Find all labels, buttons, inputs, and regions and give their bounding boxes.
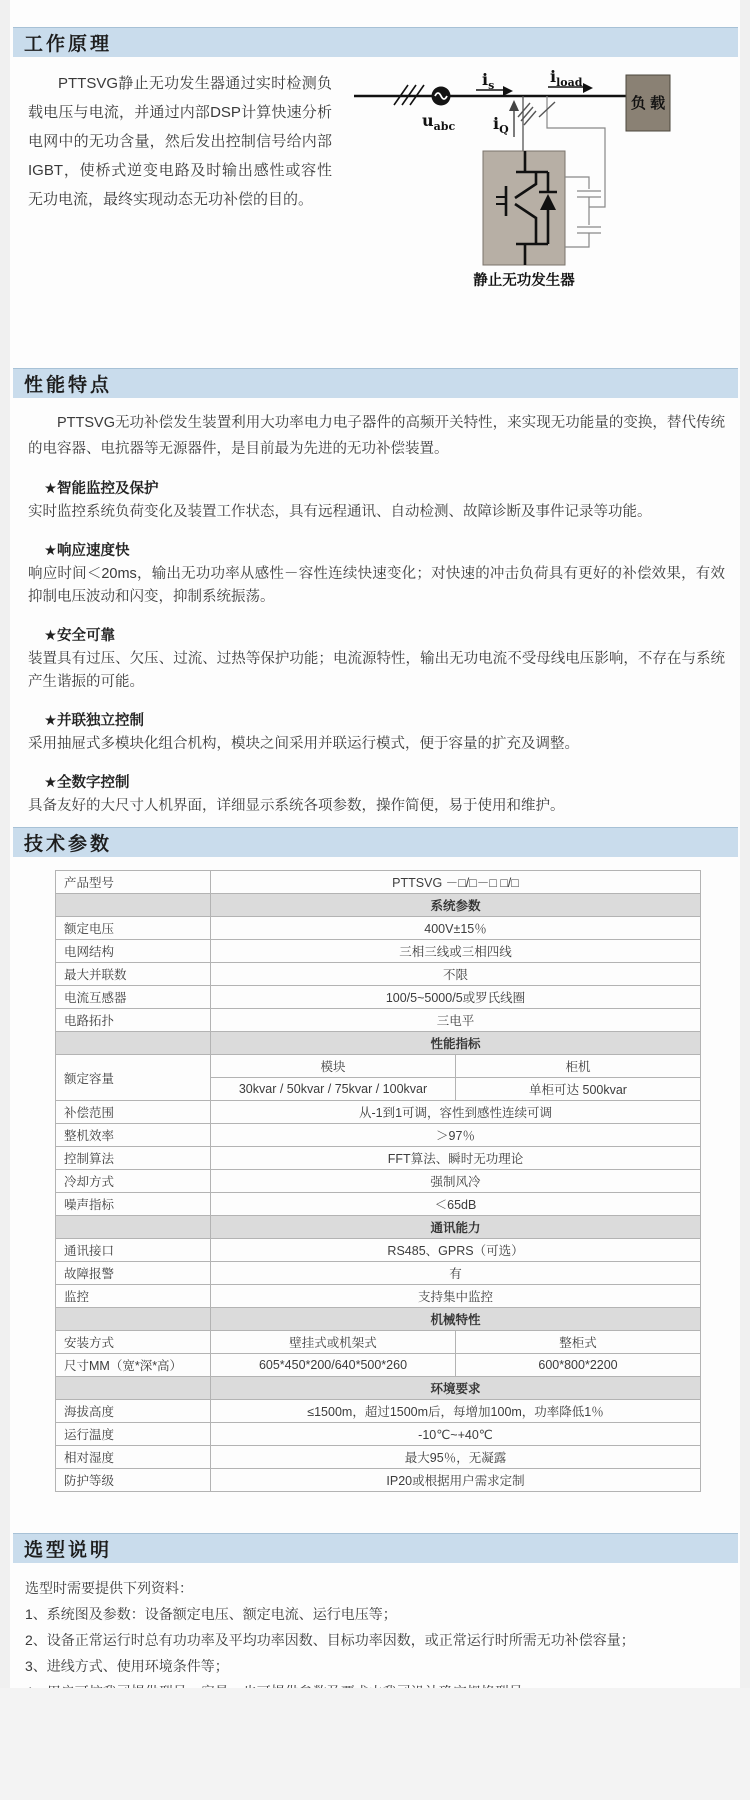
spec-value: 400V±15％	[211, 917, 701, 940]
table-cell	[56, 1308, 211, 1331]
feature-title: ★全数字控制	[44, 775, 130, 791]
spec-label: 噪声指标	[56, 1193, 211, 1216]
spec-value: RS485、GPRS（可选）	[211, 1239, 701, 1262]
spec-value: 支持集中监控	[211, 1285, 701, 1308]
table-band-row	[56, 1308, 701, 1331]
spec-value: 有	[211, 1262, 701, 1285]
spec-label: 额定容量	[56, 1055, 211, 1101]
load-box	[626, 75, 670, 131]
table-row	[56, 1101, 701, 1124]
table-row	[56, 1124, 701, 1147]
feature-title: ★响应速度快	[44, 543, 130, 559]
spec-value: 三电平	[211, 1009, 701, 1032]
spec-value: ＜65dB	[211, 1193, 701, 1216]
feature-item	[28, 625, 725, 694]
feature-item	[28, 772, 725, 818]
table-band-label: 机械特性	[211, 1308, 701, 1331]
spec-value-cabinet: 单柜可达 500kvar	[456, 1078, 701, 1101]
section-header-selection	[13, 1533, 738, 1563]
svg-text:负 载: 负 载	[630, 95, 666, 112]
spec-value: IP20或根据用户需求定制	[211, 1469, 701, 1492]
spec-label: 海拔高度	[56, 1400, 211, 1423]
spec-label: 补偿范围	[56, 1101, 211, 1124]
selection-item: 1、系统图及参数：设备额定电压、额定电流、运行电压等；	[25, 1606, 397, 1622]
section-header-specs	[13, 827, 738, 857]
selection-item: 3、进线方式、使用环境条件等；	[25, 1658, 229, 1674]
spec-label: 相对湿度	[56, 1446, 211, 1469]
feature-item	[28, 710, 725, 756]
svg-current-arrow-icon	[509, 100, 519, 137]
spec-value: 从-1到1可调，容性到感性连续可调	[211, 1101, 701, 1124]
table-band-row	[56, 1377, 701, 1400]
section-title: 工作原理	[24, 34, 113, 55]
features-section-body	[28, 410, 725, 827]
spec-label: 安装方式	[56, 1331, 211, 1354]
table-cell	[56, 1377, 211, 1400]
table-row	[56, 1170, 701, 1193]
section-title: 选型说明	[24, 1540, 113, 1561]
spec-label: 控制算法	[56, 1147, 211, 1170]
spec-subheader-module: 模块	[211, 1055, 456, 1078]
svg-current-label: $i_Q$	[493, 114, 509, 136]
spec-value: FFT算法、瞬时无功理论	[211, 1147, 701, 1170]
diagram-caption: 静止无功发生器	[473, 273, 575, 289]
section-title: 性能特点	[24, 375, 113, 396]
table-cell	[56, 1032, 211, 1055]
table-row	[56, 1193, 701, 1216]
section-header-principle	[13, 27, 738, 57]
table-row	[56, 1262, 701, 1285]
table-band-row	[56, 1032, 701, 1055]
table-row	[56, 1469, 701, 1492]
spec-value: 100/5~5000/5或罗氏线圈	[211, 986, 701, 1009]
feature-item	[28, 540, 725, 609]
spec-value-module: 壁挂式或机架式	[211, 1331, 456, 1354]
feature-title: ★安全可靠	[44, 628, 115, 644]
table-row	[56, 1055, 701, 1078]
table-band-label: 环境要求	[211, 1377, 701, 1400]
feature-description: 响应时间＜20ms，输出无功功率从感性－容性连续快速变化；对快速的冲击负荷具有更好的补偿效果，有效抑制电压波动和闪变，抑制系统振荡。	[28, 566, 725, 605]
capacitor-bank-icon	[565, 177, 601, 247]
spec-label: 最大并联数	[56, 963, 211, 986]
source-voltage-label: $u_{abc}$	[422, 111, 456, 133]
spec-label: 尺寸MM（宽*深*高）	[56, 1354, 211, 1377]
selection-section-body	[25, 1575, 750, 1705]
igbt-module-box	[483, 151, 565, 265]
selection-intro: 选型时需要提供下列资料：	[25, 1580, 193, 1596]
table-row	[56, 1147, 701, 1170]
feature-title: ★智能监控及保护	[44, 481, 159, 497]
table-row	[56, 1423, 701, 1446]
circuit-diagram-svg	[336, 57, 742, 302]
table-row	[56, 1285, 701, 1308]
source-current-label: $i_s$	[482, 70, 495, 92]
ac-source-icon	[432, 87, 451, 106]
spec-label: 监控	[56, 1285, 211, 1308]
spec-label: 防护等级	[56, 1469, 211, 1492]
table-cell	[56, 1216, 211, 1239]
spec-value: -10℃~+40℃	[211, 1423, 701, 1446]
feature-list	[28, 478, 725, 818]
table-row	[56, 1354, 701, 1377]
principle-section-body	[0, 57, 750, 368]
spec-value: ＞97％	[211, 1124, 701, 1147]
table-band-row	[56, 1216, 701, 1239]
spec-label: 额定电压	[56, 917, 211, 940]
spec-label: 通讯接口	[56, 1239, 211, 1262]
spec-value: 不限	[211, 963, 701, 986]
table-row	[56, 917, 701, 940]
feature-description: 采用抽屉式多模块化组合机构，模块之间采用并联运行模式，便于容量的扩充及调整。	[28, 736, 579, 752]
spec-value-cabinet: 整柜式	[456, 1331, 701, 1354]
spec-value-module: 30kvar / 50kvar / 75kvar / 100kvar	[211, 1078, 456, 1101]
spec-value-cabinet: 600*800*2200	[456, 1354, 701, 1377]
spec-value: 最大95％，无凝露	[211, 1446, 701, 1469]
feature-item	[28, 478, 725, 524]
table-row	[56, 940, 701, 963]
table-row	[56, 871, 701, 894]
table-row	[56, 1331, 701, 1354]
feature-description: 具备友好的大尺寸人机界面，详细显示系统各项参数，操作简便，易于使用和维护。	[28, 798, 565, 814]
spec-label: 电网结构	[56, 940, 211, 963]
spec-value: ≤1500m，超过1500m后，每增加100m，功率降低1％	[211, 1400, 701, 1423]
load-current-label: $i_{load}$	[550, 67, 583, 89]
table-row	[56, 1400, 701, 1423]
page-bottom-margin	[0, 1688, 750, 1800]
table-band-row	[56, 894, 701, 917]
spec-label: 电路拓扑	[56, 1009, 211, 1032]
section-title: 技术参数	[24, 834, 113, 855]
table-band-label: 性能指标	[211, 1032, 701, 1055]
spec-value-module: 605*450*200/640*500*260	[211, 1354, 456, 1377]
feature-description: 实时监控系统负荷变化及装置工作状态，具有远程通讯、自动检测、故障诊断及事件记录等功能。	[28, 504, 652, 520]
table-band-label: 系统参数	[211, 894, 701, 917]
spec-value: 三相三线或三相四线	[211, 940, 701, 963]
spec-label: 整机效率	[56, 1124, 211, 1147]
spec-label: 冷却方式	[56, 1170, 211, 1193]
table-row	[56, 986, 701, 1009]
spec-label: 故障报警	[56, 1262, 211, 1285]
spec-label: 运行温度	[56, 1423, 211, 1446]
feature-description: 装置具有过压、欠压、过流、过热等保护功能；电流源特性，输出无功电流不受母线电压影响，不存在与系统产生谐振的可能。	[28, 651, 725, 690]
table-band-label: 通讯能力	[211, 1216, 701, 1239]
table-cell	[56, 894, 211, 917]
table-row	[56, 1446, 701, 1469]
principle-paragraph: PTTSVG静止无功发生器通过实时检测负载电压与电流，并通过内部DSP计算快速分析电网中的无功含量，然后发出控制信号给内部IGBT，使桥式逆变电路及时输出感性或容性无功电流，最终实现动态无功补偿的目的。	[28, 75, 332, 208]
branch-hash-icon	[518, 103, 536, 125]
spec-label: 电流互感器	[56, 986, 211, 1009]
spec-subheader-cabinet: 柜机	[456, 1055, 701, 1078]
selection-item: 2、设备正常运行时总有功功率及平均功率因数、目标功率因数，或正常运行时所需无功补偿容量；	[25, 1632, 635, 1648]
table-row	[56, 1009, 701, 1032]
section-header-features	[13, 368, 738, 398]
table-row	[56, 963, 701, 986]
table-row	[56, 1239, 701, 1262]
spec-label: 产品型号	[56, 871, 211, 894]
spec-value: PTTSVG －□/□－□ □/□	[211, 871, 701, 894]
spec-value: 强制风冷	[211, 1170, 701, 1193]
features-intro: PTTSVG无功补偿发生装置利用大功率电力电子器件的高频开关特性，来实现无功能量的变换，替代传统的电容器、电抗器等无源器件，是目前最为先进的无功补偿装置。	[28, 415, 725, 457]
feature-title: ★并联独立控制	[44, 713, 144, 729]
spec-table	[55, 870, 701, 1492]
